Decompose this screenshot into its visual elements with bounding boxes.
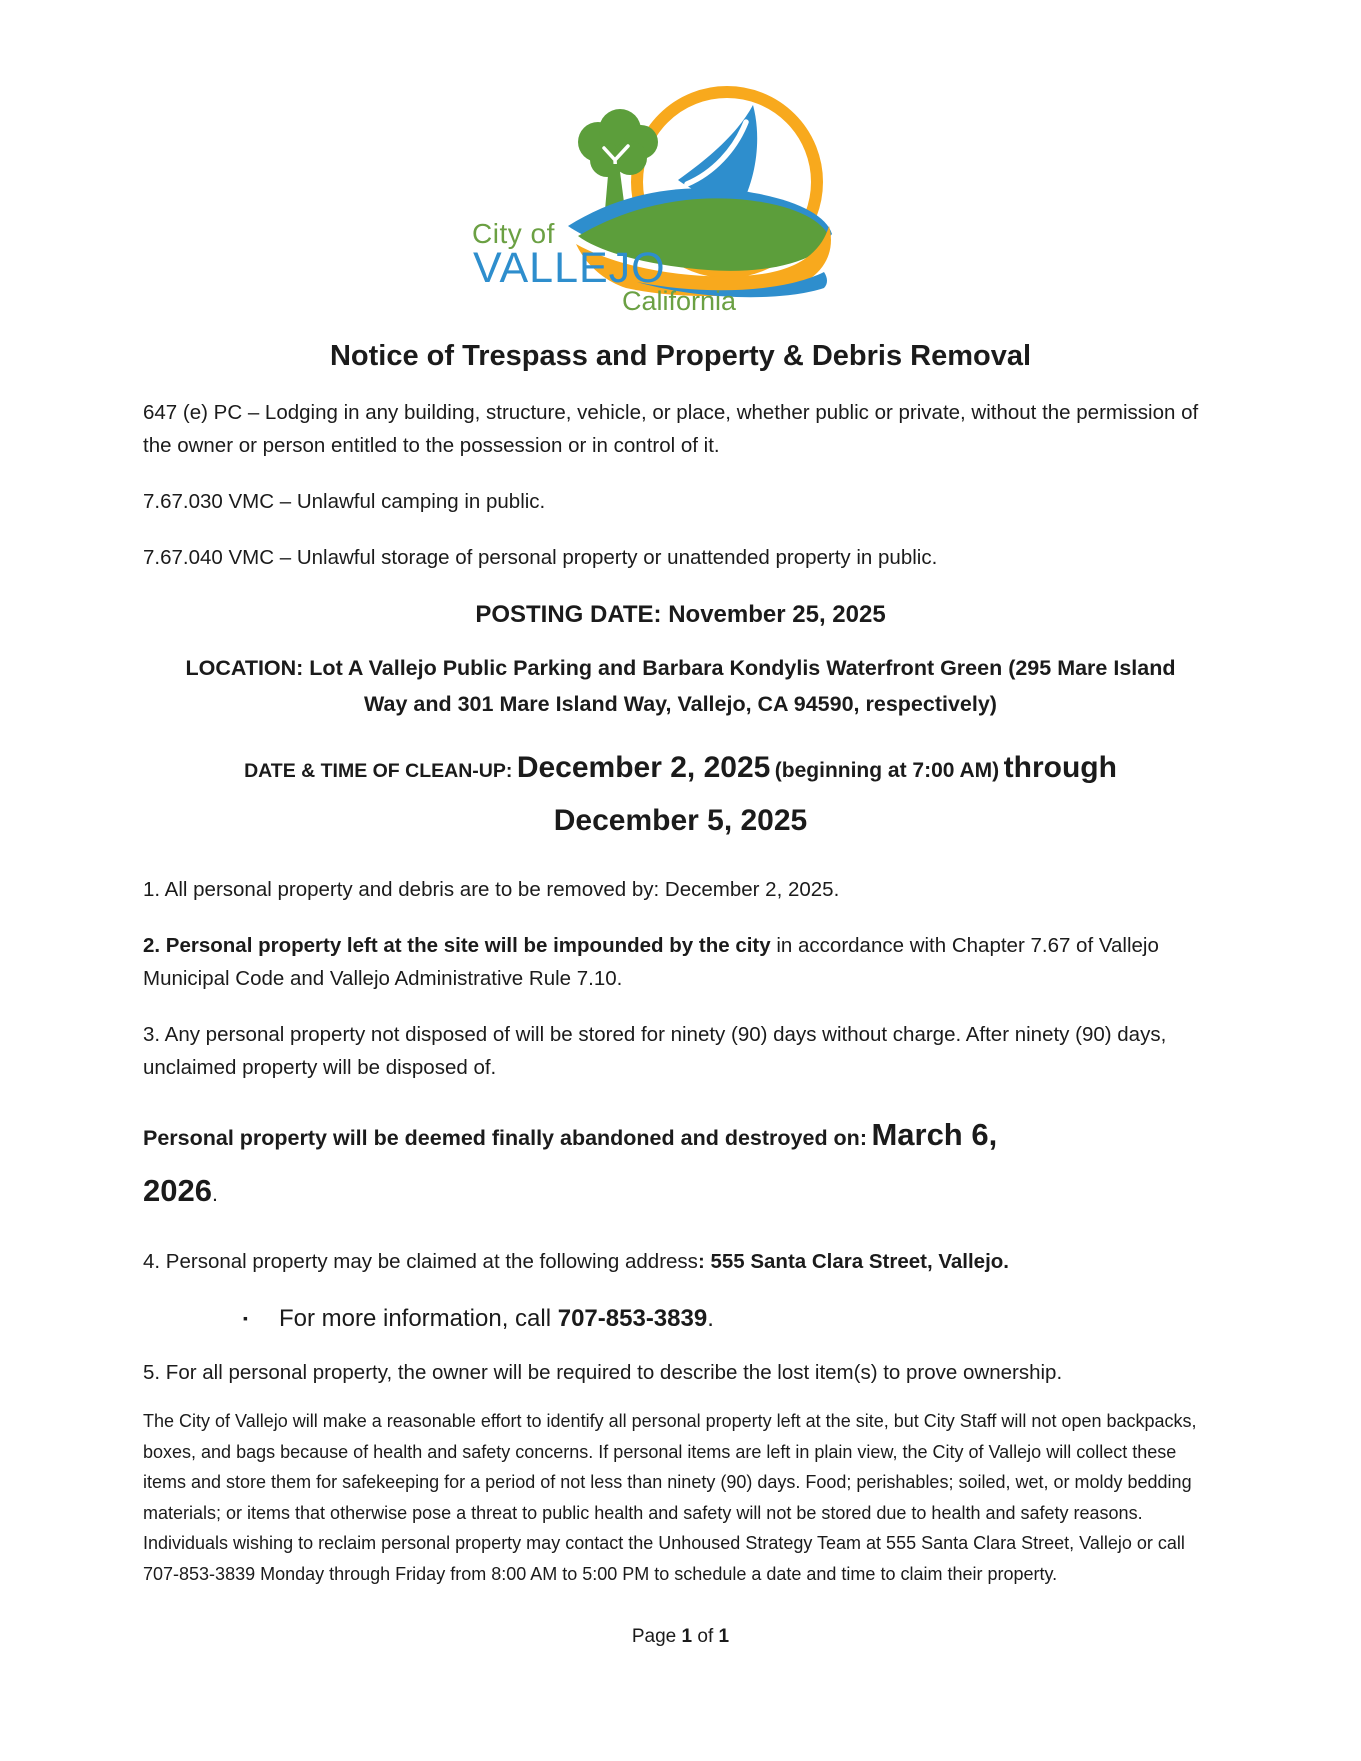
list-item-2-rest: in accordance with Chapter 7.67 of Vallejo Municipal Code and Vallejo Administrative Rule 7.10. [143,934,1159,990]
code-767030-vmc: 7.67.030 VMC – Unlawful camping in public. [143,490,546,513]
claim-address: : 555 Santa Clara Street, Vallejo. [697,1250,1010,1273]
list-item-4-text: 4. Personal property may be claimed at the following address [143,1250,698,1273]
list-item-5: 5. For all personal property, the owner will be required to describe the lost item(s) to prove ownership. [143,1361,1063,1384]
posting-date-line: POSTING DATE: November 25, 2025 [475,601,886,628]
square-bullet-icon: ▪ [243,1310,248,1326]
code-767040-vmc: 7.67.040 VMC – Unlawful storage of personal property or unattended property in public. [143,546,938,569]
list-item-4 [143,1245,1218,1278]
cleanup-date-line [143,744,1218,850]
cleanup-through: through [1003,751,1117,784]
info-text: For more information, call [278,1305,552,1332]
list-item-1: 1. All personal property and debris are to be removed by: December 2, 2025. [143,878,840,901]
cleanup-time-note: (beginning at 7:00 AM) [774,759,1000,782]
list-item-2 [143,929,1218,995]
list-item-2-bold: 2. Personal property left at the site will be impounded by the city [143,934,771,957]
cleanup-end-date: December 5, 2025 [553,804,808,837]
phone-number: 707-853-3839 [557,1305,708,1332]
cleanup-label: DATE & TIME OF CLEAN-UP: [244,760,513,782]
logo-california-text: California [622,286,737,316]
notice-content [143,340,1218,1589]
abandoned-period: . [211,1182,218,1206]
city-of-vallejo-logo [472,80,832,316]
logo-city-of-text: City of [472,218,555,249]
footer-page-total: 1 [718,1626,730,1647]
page-footer [0,1626,1361,1648]
code-647-pc: 647 (e) PC – Lodging in any building, structure, vehicle, or place, whether public or private, without the permission of the owner or person entitled to the possession or in control of it. [143,401,1199,457]
cleanup-start-date: December 2, 2025 [516,751,771,784]
abandoned-label: Personal property will be deemed finally abandoned and destroyed on: [143,1126,867,1150]
footer-page-word: Page [631,1626,677,1647]
location-line: LOCATION: Lot A Vallejo Public Parking and Barbara Kondylis Waterfront Green (295 Mare Island Way and 301 Mare Island Way, Vallejo, CA 94590, respectively) [185,656,1176,716]
fine-print-paragraph: The City of Vallejo will make a reasonable effort to identify all personal property left at the site, but City Staff will not open backpacks, boxes, and bags because of health and safety concerns. If personal items are left in plain view, the City of Vallejo will collect these items and store them for safekeeping for a period of not less than ninety (90) days. Food; perishables; soiled, wet, or moldy bedding materials; or items that otherwise pose a threat to public health and safety will not be stored due to health and safety reasons. Individuals wishing to reclaim personal property may contact the Unhoused Strategy Team at 555 Santa Clara Street, Vallejo or call 707-853-3839 Monday through Friday from 8:00 AM to 5:00 PM to schedule a date and time to claim their property. [143,1411,1197,1584]
abandoned-destroyed-line [143,1110,1218,1222]
footer-of-word: of [697,1626,714,1647]
list-item-3: 3. Any personal property not disposed of will be stored for ninety (90) days without charge. After ninety (90) days, unclaimed property will be disposed of. [143,1023,1167,1079]
logo-vallejo-text: VALLEJO [473,244,666,292]
abandoned-date-part1: March 6, [871,1117,998,1152]
info-bullet-line [243,1305,1218,1333]
notice-title: Notice of Trespass and Property & Debris Removal [329,340,1032,372]
abandoned-date-part2: 2026 [143,1173,212,1208]
footer-page-number: 1 [681,1626,693,1647]
info-period: . [707,1305,714,1332]
